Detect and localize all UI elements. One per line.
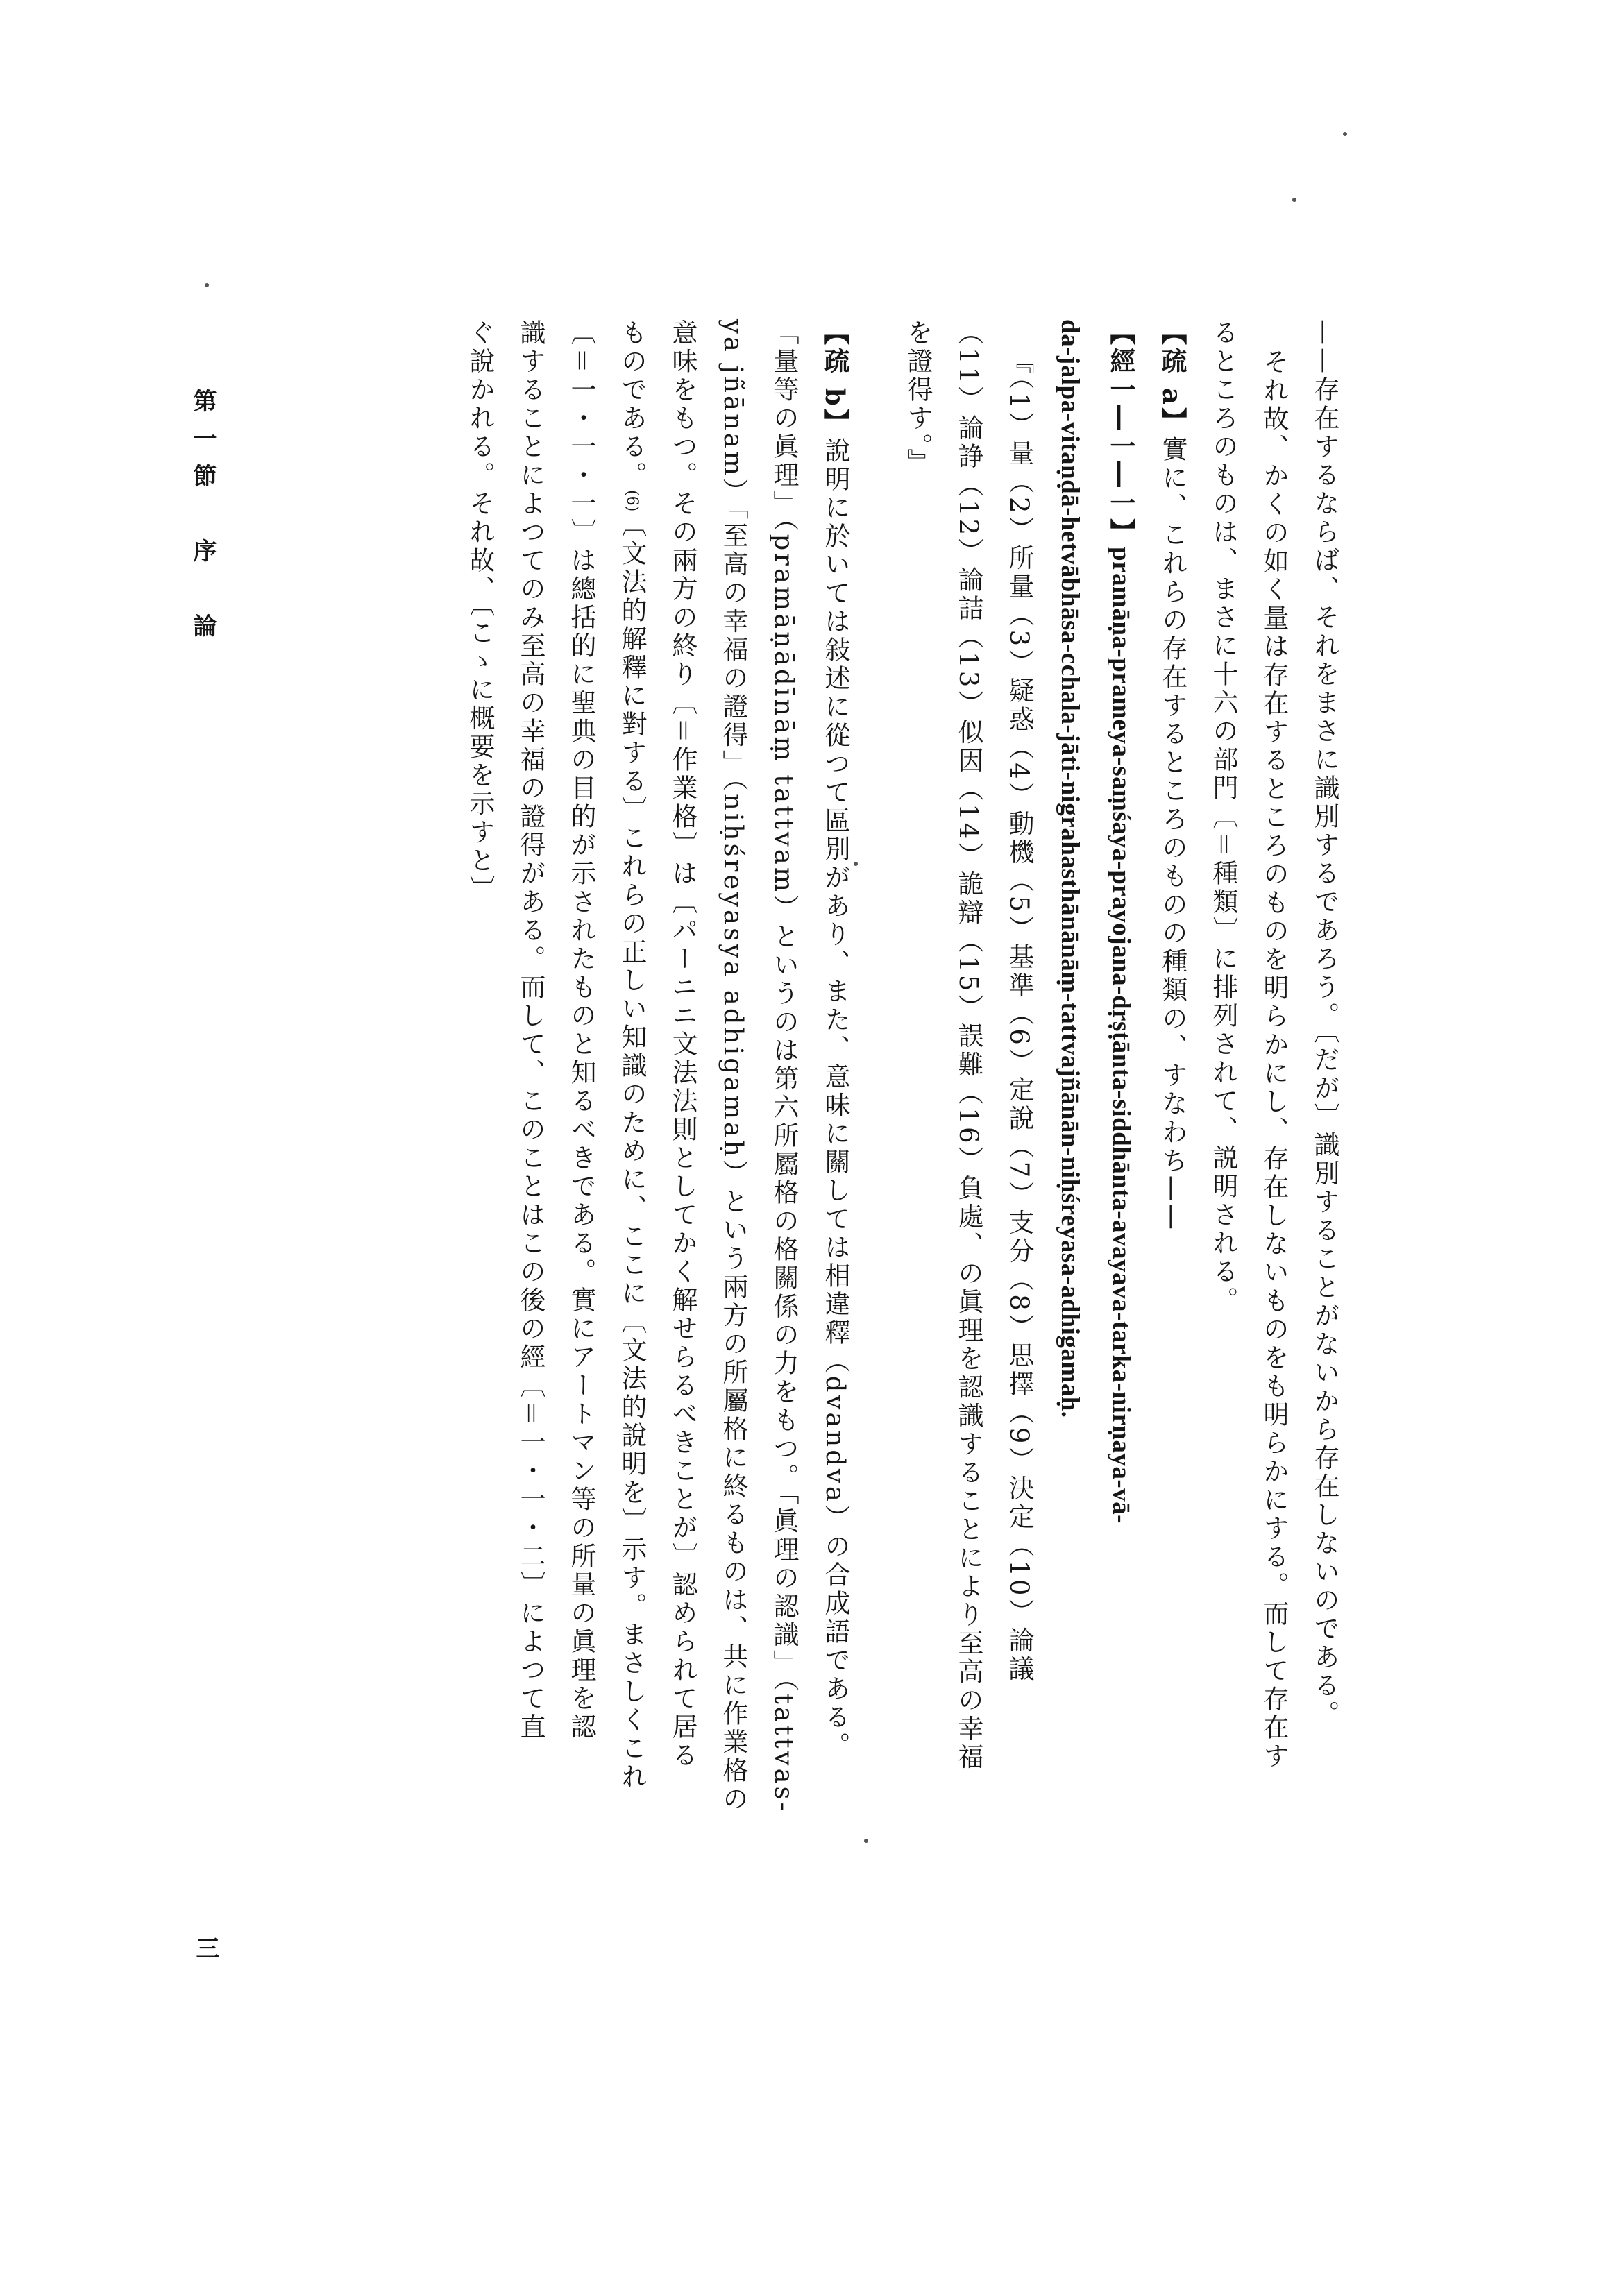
commentary-a: 【疏 a】實に、これらの存在するところのものの種類の、すなわち—— <box>1157 319 1187 1232</box>
running-header: 第一節 序 論 <box>189 389 217 651</box>
text-column-11: 「量等の眞理」（pramāṇādīnāṃ tattvam）というのは第六所屬格の格關係の力をもつ。「眞理の認識」（tattvas- <box>769 319 799 1814</box>
scan-speck <box>1292 198 1296 202</box>
text-column-12: ya jñānam）「至高の幸福の證得」（niḥśreyasya adhigamaḥ）という兩方の所屬格に終るものは、共に作業格の <box>718 319 748 1814</box>
commentary-b-label: 【疏 b】 <box>820 319 850 437</box>
page-number: 三 <box>192 1936 219 1959</box>
text-column-14: ものである。(6)〔文法的解釋に對する〕これらの正しい知識のために、ここに〔文法的說明を〕示す。まさしくこれ <box>617 319 647 1792</box>
sutra-heading <box>1095 319 1147 2186</box>
text-column-2: それ故、かくの如く量は存在するところのものを明らかにし、存在しないものをも明らかにする。而して存在す <box>1259 348 1289 1771</box>
text-column-15: 〔＝一・一・一〕は總括的に聖典の目的が示されたものと知るべきである。實にアートマン等の所量の眞理を認 <box>566 319 596 1742</box>
sutra-translation-1: 『（1）量（2）所量（3）疑惑（4）動機（5）基準（6）定說（7）支分（8）思擇（9）決定（10）論議 <box>1004 348 1034 1684</box>
sutra-label: 【經一―一―一】 <box>1106 319 1136 547</box>
text-column-3: るところのものは、まさに十六の部門〔＝種類〕に排列されて、説明される。 <box>1208 319 1238 1315</box>
scan-speck <box>864 1839 868 1843</box>
main-text-block <box>212 319 1350 2186</box>
scan-speck <box>205 283 209 287</box>
footnote-marker: (6) <box>623 490 641 512</box>
sutra-translation-2: （11）論諍（12）論詰（13）似因（14）詭辯（15）誤難（16）負處、の眞理を認識することにより至高の幸福 <box>954 319 983 1772</box>
sutra-sanskrit-1: pramāṇa-prameya-saṃśaya-prayojana-dṛṣṭānta-siddhānta-avayava-tarka-nirṇaya-vā- <box>1107 547 1135 1524</box>
text-column-13: 意味をもつ。その兩方の終り〔＝作業格〕は〔パーニニ文法法則としてかく解せらるべきことが〕認められて居る <box>668 319 697 1770</box>
commentary-a-label: 【疏 a】 <box>1157 319 1187 436</box>
text-column-17: ぐ說かれる。それ故、〔こゝに概要を示すと〕 <box>465 319 495 904</box>
sutra-sanskrit-line-2: da-jalpa-vitaṇḍā-hetvābhāsa-cchala-jāti-nigrahasthānānāṃ-tattvajñānān-niḥśreyasa-adhigamaḥ. <box>1056 319 1084 1418</box>
commentary-b: 【疏 b】說明に於いては敍述に從つて區別があり、また、意味に關しては相違釋（dvandva）の合成語である。 <box>820 319 850 1760</box>
text-column-1: ——存在するならば、それをまさに識別するであろう。〔だが〕識別することがないから存在しないのである。 <box>1310 319 1339 1729</box>
scan-speck <box>854 862 858 866</box>
sutra-translation-3: を證得す。』 <box>903 319 933 477</box>
scan-speck <box>1343 132 1347 136</box>
paragraph-gap <box>861 319 893 2186</box>
text-column-16: 識することによつてのみ至高の幸福の證得がある。而して、このことはこの後の經〔＝一・一・二〕によつて直 <box>516 319 545 1742</box>
